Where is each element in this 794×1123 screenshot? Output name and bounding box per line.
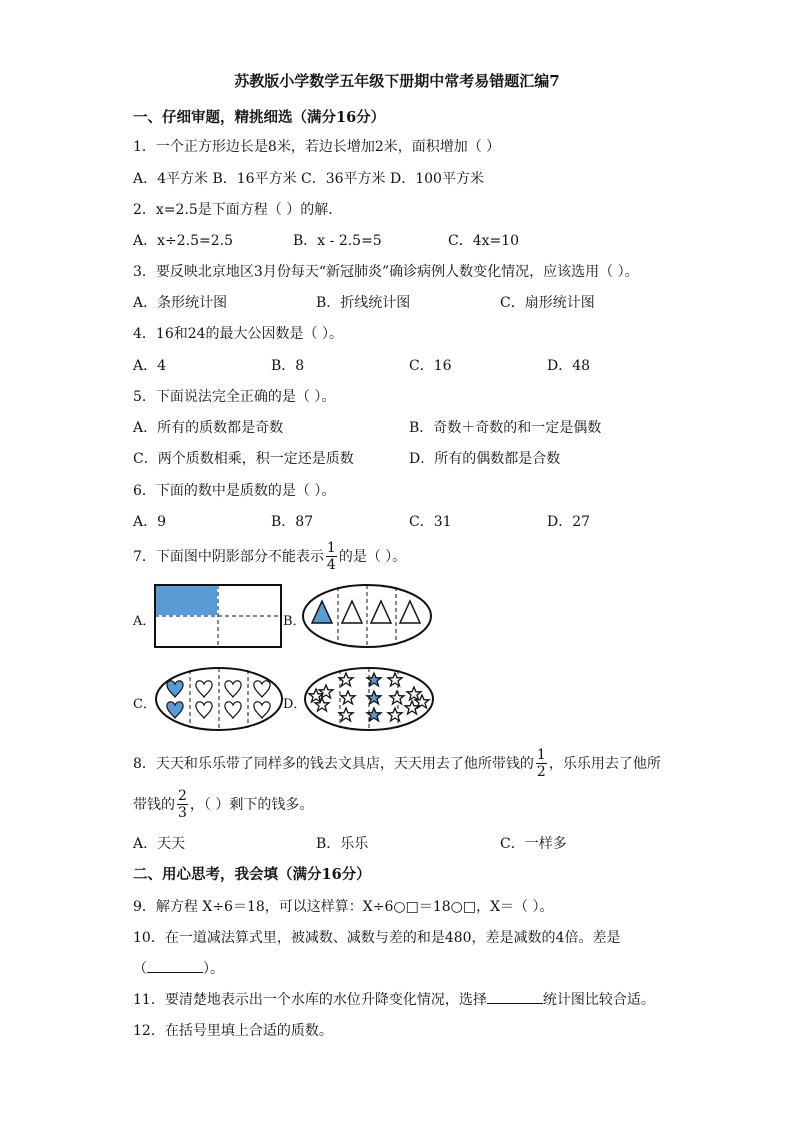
q11-answer-blank[interactable] <box>487 989 543 1004</box>
q8-line2-post: ，（ ）剩下的钱多。 <box>189 797 314 813</box>
q3-option-c: C．扇形统计图 <box>500 295 595 311</box>
q8-option-c: C．一样多 <box>500 836 567 852</box>
question-10-line-1: 10．在一道减法算式里，被减数、减数与差的和是480，差是减数的4倍。差是 <box>133 930 621 946</box>
heart-icon <box>254 681 270 697</box>
q4-option-b: B．8 <box>271 358 305 374</box>
heart-icon <box>254 702 270 718</box>
q6-option-c: C．31 <box>409 514 452 530</box>
star-icon <box>407 687 421 700</box>
star-icon <box>339 708 353 721</box>
q8-frac2-num: 2 <box>178 787 187 804</box>
question-3: 3．要反映北京地区3月份每天“新冠肺炎”确诊病例人数变化情况，应该选用（ ）。 <box>133 264 639 280</box>
triangle-icon <box>400 601 420 623</box>
heart-icon <box>225 702 241 718</box>
q8-line2-pre: 带钱的 <box>133 797 175 813</box>
q7-figure-a <box>153 583 283 649</box>
q8-option-b: B．乐乐 <box>316 836 369 852</box>
q8-frac1-num: 1 <box>536 746 546 763</box>
q5-option-a: A．所有的质数都是奇数 <box>133 420 284 436</box>
q8-text-pre: 8．天天和乐乐带了同样多的钱去文具店，天天用去了他所带钱的 <box>133 756 534 772</box>
q11-text-post: 统计图比较合适。 <box>542 992 655 1008</box>
star-icon <box>390 691 404 704</box>
question-8-line-1 <box>133 743 661 783</box>
q2-option-a: A．x÷2.5=2.5 <box>133 233 233 249</box>
shaded-heart-icon <box>167 702 183 718</box>
q7-frac-num: 1 <box>326 539 336 556</box>
q8-text-post: ，乐乐用去了他所 <box>548 756 661 772</box>
section-2-heading: 二、用心思考，我会填（满分16分） <box>133 866 371 883</box>
question-5: 5．下面说法完全正确的是（ ）。 <box>133 389 336 405</box>
shaded-quarter <box>155 585 217 615</box>
q6-option-d: D．27 <box>547 514 591 530</box>
q8-frac1-den: 2 <box>536 763 546 780</box>
heart-icon <box>225 681 241 697</box>
q4-option-c: C．16 <box>409 358 452 374</box>
shaded-heart-icon <box>167 681 183 697</box>
q2-option-b: B．x - 2.5=5 <box>293 233 382 249</box>
star-icon <box>388 673 402 686</box>
q8-fraction-2 <box>177 788 188 821</box>
question-8-line-2 <box>133 784 313 824</box>
question-11 <box>133 989 655 1009</box>
q8-frac2-den: 3 <box>178 804 187 821</box>
question-12: 12．在括号里填上合适的质数。 <box>133 1023 333 1039</box>
q10-answer-blank[interactable] <box>147 958 203 973</box>
q7-label-a: A． <box>133 614 156 629</box>
section-1-heading: 一、仔细审题，精挑细选（满分16分） <box>133 109 386 126</box>
q4-option-a: A．4 <box>133 358 167 374</box>
question-4: 4．16和24的最大公因数是（ ）。 <box>133 326 343 342</box>
question-1: 1．一个正方形边长是8米，若边长增加2米，面积增加（ ） <box>133 139 501 155</box>
triangle-icon <box>371 601 391 623</box>
q7-text-post: 的是（ ）。 <box>338 549 407 565</box>
q5-option-c: C．两个质数相乘，积一定还是质数 <box>133 451 354 467</box>
star-icon <box>388 708 402 721</box>
q7-label-c: C． <box>133 697 156 712</box>
q3-option-b: B．折线统计图 <box>316 295 411 311</box>
star-icon <box>405 701 419 714</box>
q6-option-a: A．9 <box>133 514 167 530</box>
question-10-line-2 <box>133 958 224 978</box>
question-1-options: A．4平方米 B．16平方米 C．36平方米 D．100平方米 <box>133 171 484 187</box>
page-title: 苏教版小学数学五年级下册期中常考易错题汇编7 <box>234 72 560 90</box>
q8-option-a: A．天天 <box>133 836 186 852</box>
q8-fraction-1 <box>536 747 547 780</box>
shaded-triangle-icon <box>312 601 332 623</box>
q11-text-pre: 11．要清楚地表示出一个水库的水位升降变化情况，选择 <box>133 992 487 1008</box>
q5-option-d: D．所有的偶数都是合数 <box>409 451 561 467</box>
q3-option-a: A．条形统计图 <box>133 295 228 311</box>
q7-figure-b <box>300 583 434 649</box>
star-icon <box>341 691 355 704</box>
q7-label-d: D． <box>283 697 307 712</box>
q7-fraction <box>326 540 337 573</box>
q7-figure-c <box>153 666 285 732</box>
q4-option-d: D．48 <box>547 358 591 374</box>
question-9: 9．解方程 X÷6＝18，可以这样算：X÷6○□＝18○□，X＝（ ）。 <box>133 899 554 915</box>
heart-icon <box>196 681 212 697</box>
q10-paren-close: ）。 <box>203 961 224 977</box>
triangle-icon <box>342 601 362 623</box>
q7-figure-d <box>302 666 436 732</box>
q7-label-b: B． <box>283 614 306 629</box>
question-2: 2．x=2.5是下面方程（ ）的解． <box>133 202 343 218</box>
q10-paren-open: （ <box>133 961 147 977</box>
heart-icon <box>196 702 212 718</box>
q7-text-pre: 7．下面图中阴影部分不能表示 <box>133 549 324 565</box>
q5-option-b: B．奇数＋奇数的和一定是偶数 <box>409 420 602 436</box>
question-6: 6．下面的数中是质数的是（ ）。 <box>133 483 336 499</box>
star-icon <box>339 673 353 686</box>
q7-frac-den: 4 <box>326 556 336 573</box>
question-7 <box>133 538 406 574</box>
q6-option-b: B．87 <box>271 514 314 530</box>
q2-option-c: C．4x=10 <box>448 233 520 249</box>
